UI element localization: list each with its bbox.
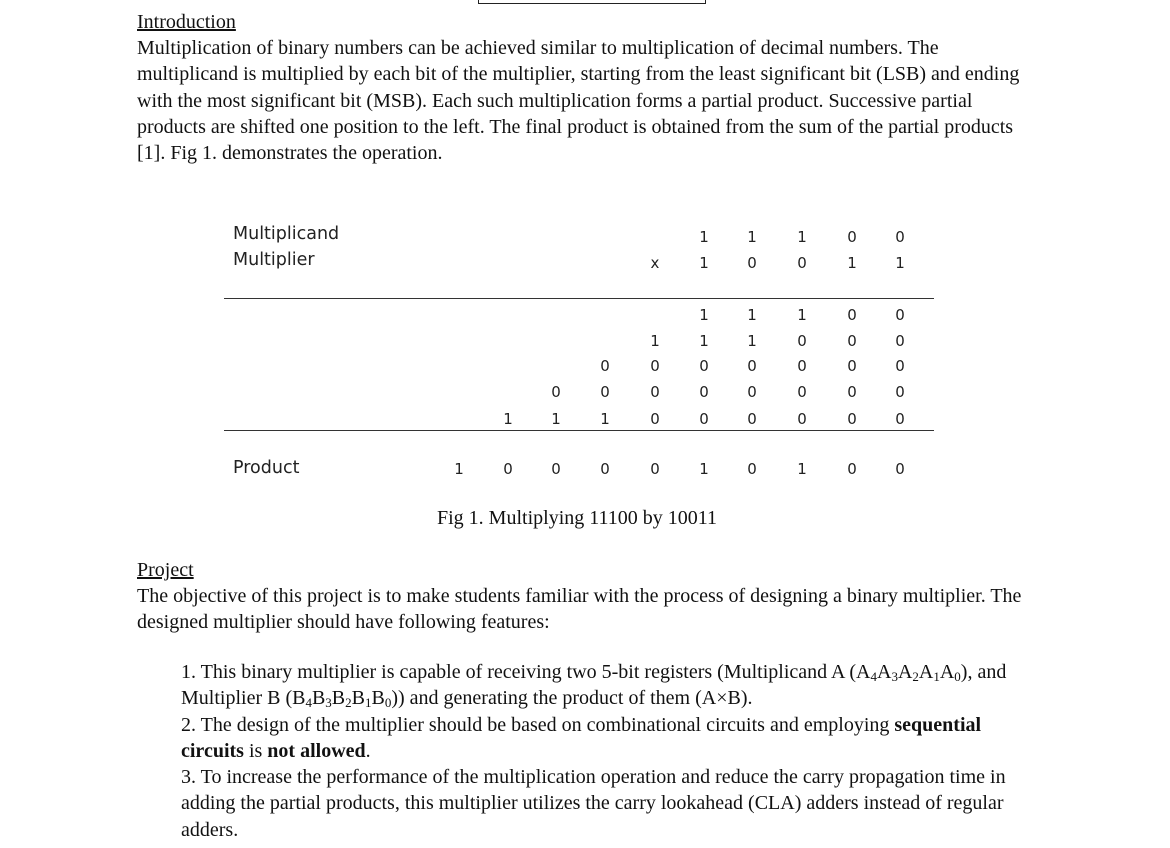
partial-product-bit: 1	[747, 332, 757, 350]
product-bit: 0	[650, 460, 660, 478]
partial-product-pad-zero: 0	[847, 383, 857, 401]
partial-product-bit: 0	[747, 357, 757, 375]
partial-product-bit: 0	[600, 357, 610, 375]
feature-2-bold-sequential: sequential circuits	[181, 713, 982, 762]
sub-b3: 3	[325, 695, 332, 711]
partial-product-bit: 1	[551, 410, 561, 428]
partial-product-pad-zero: 0	[895, 332, 905, 350]
multiplicand-bit: 0	[895, 228, 905, 246]
multiplier-bit: 1	[895, 254, 905, 272]
multiplicand-bit: 1	[699, 228, 709, 246]
partial-product-bit: 0	[600, 383, 610, 401]
partial-product-bit: 1	[650, 332, 660, 350]
multiplier-bit: 0	[797, 254, 807, 272]
multiplier-bit: 1	[847, 254, 857, 272]
multiplier-label: Multiplier	[233, 250, 315, 270]
partial-product-pad-zero: 0	[797, 410, 807, 428]
sub-a3: 3	[891, 669, 898, 684]
feature-2-bold-not-allowed: not allowed	[267, 739, 366, 762]
partial-product-bit: 0	[699, 383, 709, 401]
project-paragraph: The objective of this project is to make students familiar with the process of designing a binary multiplier. The designed multiplier should have following features:	[137, 585, 1022, 634]
partial-product-bit: 1	[699, 306, 709, 324]
project-heading: Project	[137, 559, 194, 581]
times-symbol: x	[650, 254, 660, 272]
partial-product-pad-zero: 0	[847, 357, 857, 375]
feature-item-2	[181, 712, 1041, 765]
partial-product-bit: 1	[503, 410, 513, 428]
partial-product-bit: 1	[797, 306, 807, 324]
introduction-heading: Introduction	[137, 11, 236, 33]
feature-2-text-a: 2. The design of the multiplier should be based on combinational circuits and employing	[181, 713, 895, 736]
partial-product-bit: 0	[699, 357, 709, 375]
partial-product-bit: 0	[650, 357, 660, 375]
partial-product-bit: 1	[600, 410, 610, 428]
partial-product-pad-zero: 0	[895, 383, 905, 401]
product-bit: 0	[600, 460, 610, 478]
product-bit: 0	[847, 460, 857, 478]
product-bit: 0	[747, 460, 757, 478]
product-bit: 1	[797, 460, 807, 478]
partial-product-bit: 0	[551, 383, 561, 401]
product-label: Product	[233, 458, 300, 478]
product-bit: 0	[895, 460, 905, 478]
partial-product-pad-zero: 0	[847, 410, 857, 428]
partial-product-pad-zero: 0	[895, 357, 905, 375]
partial-product-bit: 0	[747, 383, 757, 401]
sub-a0: 0	[954, 669, 961, 684]
partial-product-bit: 1	[747, 306, 757, 324]
sub-b0: 0	[384, 695, 392, 711]
introduction-paragraph: Multiplication of binary numbers can be achieved similar to multiplication of decimal numbers. The multiplicand is multiplied by each bit of the multiplier, starting from the least significant bit (LSB) and ending with the most significant bit (MSB). Each such multiplication forms a partial product. Successive partial products are shifted one position to the left. The final product is obtained from the sum of the partial products [1]. Fig 1. demonstrates the operation.	[137, 37, 1020, 165]
partial-product-bit: 0	[650, 410, 660, 428]
feature-2-text-b: is	[243, 739, 268, 762]
product-bit: 0	[551, 460, 561, 478]
partial-product-pad-zero: 0	[895, 410, 905, 428]
top-box-decoration	[478, 0, 706, 4]
multiplier-bit: 1	[699, 254, 709, 272]
feature-item-1: 1. This binary multiplier is capable of receiving two 5-bit registers (Multiplicand A $(A_4A_3A_2A_1A_0)$, and Multiplier B $(B_4B_3B_2B_1B_0)$) and generating the product of them (A×B).	[181, 661, 1007, 711]
partial-product-bit: 0	[895, 306, 905, 324]
multiplicand-label: Multiplicand	[233, 224, 340, 244]
feature-1-text-c: )) and generating the product of them (A×B).	[391, 687, 753, 710]
partial-product-pad-zero: 0	[747, 410, 757, 428]
feature-item-3: 3. To increase the performance of the multiplication operation and reduce the carry propagation time in adding the partial products, this multiplier utilizes the carry lookahead (CLA) adders instead of regular adders.	[181, 766, 1006, 841]
partial-product-pad-zero: 0	[797, 383, 807, 401]
feature-2-text-c: .	[365, 739, 371, 762]
feature-1-text-b: ), and Multiplier B (B	[181, 661, 1007, 710]
partial-product-bit: 0	[650, 383, 660, 401]
sub-a4: 4	[870, 669, 877, 684]
sub-a2: 2	[912, 669, 919, 684]
upper-rule	[224, 298, 934, 299]
multiplicand-bit: 1	[797, 228, 807, 246]
multiplicand-bit: 0	[847, 228, 857, 246]
features-list	[181, 659, 1041, 843]
sub-b2: 2	[345, 695, 352, 711]
product-bit: 0	[503, 460, 513, 478]
product-bit: 1	[699, 460, 709, 478]
partial-product-bit: 0	[797, 357, 807, 375]
sub-b1: 1	[364, 695, 372, 711]
multiplier-bit: 0	[747, 254, 757, 272]
product-bit: 1	[454, 460, 464, 478]
multiplicand-bit: 1	[747, 228, 757, 246]
partial-product-bit: 0	[847, 306, 857, 324]
partial-product-bit: 0	[797, 332, 807, 350]
partial-product-bit: 0	[847, 332, 857, 350]
lower-rule	[224, 430, 934, 431]
feature-1-text-a: 1. This binary multiplier is capable of receiving two 5-bit registers (Multiplicand A (A	[181, 661, 871, 683]
partial-product-bit: 0	[699, 410, 709, 428]
sub-b4: 4	[305, 695, 312, 711]
figure-caption: Fig 1. Multiplying 11100 by 10011	[437, 507, 718, 529]
sub-a1: 1	[933, 669, 940, 684]
partial-product-bit: 1	[699, 332, 709, 350]
